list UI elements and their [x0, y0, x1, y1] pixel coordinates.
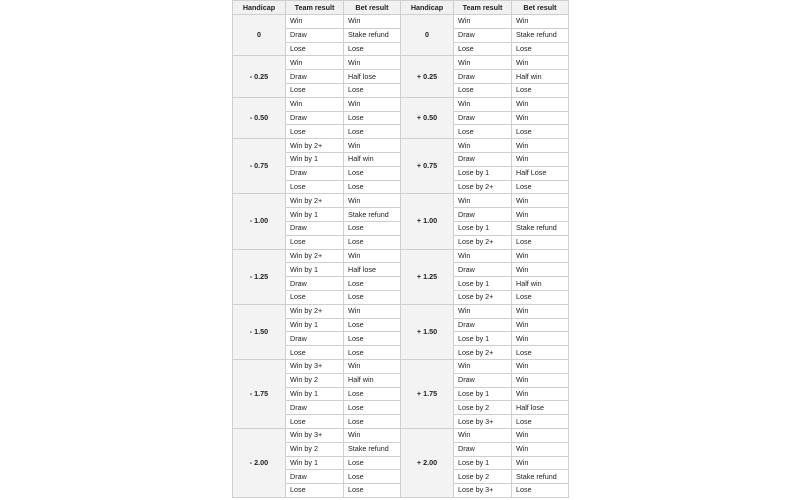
team-result-left-cell: Draw — [286, 277, 344, 291]
team-result-left-cell: Win by 1 — [286, 208, 344, 222]
bet-result-right-cell: Win — [512, 208, 569, 222]
team-result-left-cell: Win by 1 — [286, 456, 344, 470]
bet-result-right-cell: Lose — [512, 346, 569, 360]
team-result-right-cell: Win — [454, 304, 512, 318]
handicap-left-cell: - 1.50 — [233, 304, 286, 359]
bet-result-right-cell: Lose — [512, 235, 569, 249]
bet-result-right-cell: Win — [512, 373, 569, 387]
bet-result-left-cell: Lose — [344, 235, 401, 249]
handicap-table-container — [232, 0, 567, 498]
team-result-left-cell: Draw — [286, 221, 344, 235]
bet-result-right-cell: Stake refund — [512, 28, 569, 42]
bet-result-left-cell: Lose — [344, 166, 401, 180]
handicap-left-cell: - 2.00 — [233, 428, 286, 497]
bet-result-right-cell: Win — [512, 318, 569, 332]
team-result-left-cell: Win by 2+ — [286, 304, 344, 318]
bet-result-left-cell: Lose — [344, 111, 401, 125]
bet-result-left-cell: Half lose — [344, 70, 401, 84]
team-result-right-cell: Lose by 1 — [454, 387, 512, 401]
bet-result-left-cell: Half lose — [344, 263, 401, 277]
bet-result-right-cell: Lose — [512, 484, 569, 498]
header-bet-result-left: Bet result — [344, 1, 401, 15]
team-result-right-cell: Lose — [454, 83, 512, 97]
team-result-left-cell: Lose — [286, 180, 344, 194]
bet-result-right-cell: Stake refund — [512, 470, 569, 484]
bet-result-left-cell: Lose — [344, 125, 401, 139]
team-result-left-cell: Win by 2+ — [286, 139, 344, 153]
bet-result-left-cell: Win — [344, 56, 401, 70]
team-result-right-cell: Lose by 1 — [454, 277, 512, 291]
team-result-right-cell: Draw — [454, 442, 512, 456]
header-team-result-right: Team result — [454, 1, 512, 15]
bet-result-right-cell: Win — [512, 263, 569, 277]
bet-result-right-cell: Win — [512, 139, 569, 153]
bet-result-left-cell: Win — [344, 304, 401, 318]
bet-result-left-cell: Win — [344, 249, 401, 263]
table-row — [233, 97, 569, 111]
team-result-left-cell: Draw — [286, 166, 344, 180]
table-header — [233, 1, 569, 15]
bet-result-left-cell: Lose — [344, 415, 401, 429]
bet-result-right-cell: Win — [512, 387, 569, 401]
handicap-right-cell: + 2.00 — [401, 428, 454, 497]
handicap-right-cell: + 0.75 — [401, 139, 454, 194]
team-result-left-cell: Win by 2 — [286, 442, 344, 456]
bet-result-left-cell: Lose — [344, 346, 401, 360]
bet-result-left-cell: Lose — [344, 318, 401, 332]
team-result-right-cell: Lose by 1 — [454, 221, 512, 235]
team-result-right-cell: Win — [454, 194, 512, 208]
handicap-right-cell: + 1.00 — [401, 194, 454, 249]
bet-result-left-cell: Lose — [344, 484, 401, 498]
team-result-right-cell: Draw — [454, 263, 512, 277]
bet-result-left-cell: Half win — [344, 152, 401, 166]
bet-result-right-cell: Win — [512, 152, 569, 166]
bet-result-right-cell: Half win — [512, 70, 569, 84]
bet-result-left-cell: Win — [344, 194, 401, 208]
bet-result-left-cell: Win — [344, 359, 401, 373]
bet-result-right-cell: Win — [512, 111, 569, 125]
team-result-left-cell: Win by 2 — [286, 373, 344, 387]
bet-result-left-cell: Lose — [344, 332, 401, 346]
bet-result-right-cell: Win — [512, 442, 569, 456]
team-result-left-cell: Win by 1 — [286, 152, 344, 166]
table-row — [233, 139, 569, 153]
handicap-right-cell: + 0.25 — [401, 56, 454, 97]
bet-result-right-cell: Win — [512, 56, 569, 70]
team-result-right-cell: Lose by 2+ — [454, 235, 512, 249]
handicap-right-cell: + 1.25 — [401, 249, 454, 304]
bet-result-right-cell: Stake refund — [512, 221, 569, 235]
team-result-left-cell: Draw — [286, 28, 344, 42]
team-result-right-cell: Draw — [454, 208, 512, 222]
team-result-right-cell: Draw — [454, 28, 512, 42]
team-result-left-cell: Draw — [286, 111, 344, 125]
team-result-right-cell: Win — [454, 139, 512, 153]
team-result-left-cell: Draw — [286, 332, 344, 346]
team-result-right-cell: Lose — [454, 42, 512, 56]
bet-result-left-cell: Win — [344, 139, 401, 153]
bet-result-right-cell: Win — [512, 15, 569, 29]
team-result-right-cell: Draw — [454, 70, 512, 84]
bet-result-right-cell: Win — [512, 194, 569, 208]
bet-result-left-cell: Half win — [344, 373, 401, 387]
team-result-right-cell: Lose by 1 — [454, 332, 512, 346]
team-result-right-cell: Lose by 2 — [454, 401, 512, 415]
handicap-left-cell: - 1.25 — [233, 249, 286, 304]
table-body — [233, 15, 569, 498]
handicap-table — [232, 0, 569, 498]
team-result-right-cell: Lose by 2 — [454, 470, 512, 484]
bet-result-right-cell: Half lose — [512, 401, 569, 415]
team-result-left-cell: Win — [286, 56, 344, 70]
team-result-left-cell: Win by 3+ — [286, 359, 344, 373]
bet-result-left-cell: Lose — [344, 387, 401, 401]
team-result-right-cell: Lose by 2+ — [454, 180, 512, 194]
handicap-right-cell: + 0.50 — [401, 97, 454, 138]
team-result-right-cell: Lose by 3+ — [454, 415, 512, 429]
bet-result-left-cell: Lose — [344, 401, 401, 415]
team-result-left-cell: Lose — [286, 42, 344, 56]
team-result-left-cell: Lose — [286, 415, 344, 429]
team-result-left-cell: Win — [286, 15, 344, 29]
team-result-left-cell: Lose — [286, 290, 344, 304]
bet-result-right-cell: Win — [512, 97, 569, 111]
team-result-left-cell: Draw — [286, 401, 344, 415]
handicap-right-cell: + 1.75 — [401, 359, 454, 428]
table-row — [233, 194, 569, 208]
bet-result-left-cell: Lose — [344, 83, 401, 97]
team-result-left-cell: Lose — [286, 235, 344, 249]
team-result-right-cell: Win — [454, 15, 512, 29]
bet-result-right-cell: Lose — [512, 290, 569, 304]
bet-result-right-cell: Win — [512, 304, 569, 318]
team-result-right-cell: Draw — [454, 111, 512, 125]
bet-result-left-cell: Lose — [344, 277, 401, 291]
team-result-left-cell: Win by 2+ — [286, 249, 344, 263]
bet-result-right-cell: Win — [512, 359, 569, 373]
team-result-right-cell: Win — [454, 359, 512, 373]
bet-result-right-cell: Win — [512, 332, 569, 346]
bet-result-left-cell: Lose — [344, 180, 401, 194]
bet-result-right-cell: Half win — [512, 277, 569, 291]
bet-result-right-cell: Lose — [512, 180, 569, 194]
table-row — [233, 15, 569, 29]
team-result-right-cell: Draw — [454, 318, 512, 332]
team-result-right-cell: Lose by 1 — [454, 166, 512, 180]
team-result-right-cell: Draw — [454, 373, 512, 387]
team-result-right-cell: Draw — [454, 152, 512, 166]
table-row — [233, 56, 569, 70]
bet-result-left-cell: Stake refund — [344, 442, 401, 456]
bet-result-right-cell: Half Lose — [512, 166, 569, 180]
team-result-left-cell: Draw — [286, 70, 344, 84]
team-result-right-cell: Win — [454, 249, 512, 263]
bet-result-right-cell: Win — [512, 456, 569, 470]
handicap-left-cell: - 0.75 — [233, 139, 286, 194]
bet-result-left-cell: Stake refund — [344, 28, 401, 42]
handicap-right-cell: + 1.50 — [401, 304, 454, 359]
bet-result-right-cell: Win — [512, 249, 569, 263]
team-result-left-cell: Lose — [286, 346, 344, 360]
bet-result-left-cell: Win — [344, 97, 401, 111]
team-result-left-cell: Win by 3+ — [286, 428, 344, 442]
team-result-left-cell: Win by 1 — [286, 387, 344, 401]
team-result-right-cell: Win — [454, 56, 512, 70]
team-result-left-cell: Lose — [286, 484, 344, 498]
team-result-right-cell: Win — [454, 97, 512, 111]
table-row — [233, 249, 569, 263]
bet-result-left-cell: Win — [344, 15, 401, 29]
header-bet-result-right: Bet result — [512, 1, 569, 15]
team-result-left-cell: Win by 1 — [286, 263, 344, 277]
header-handicap-right: Handicap — [401, 1, 454, 15]
bet-result-left-cell: Lose — [344, 470, 401, 484]
team-result-left-cell: Lose — [286, 125, 344, 139]
bet-result-right-cell: Lose — [512, 415, 569, 429]
team-result-left-cell: Win by 2+ — [286, 194, 344, 208]
bet-result-left-cell: Stake refund — [344, 208, 401, 222]
handicap-left-cell: - 0.50 — [233, 97, 286, 138]
handicap-left-cell: 0 — [233, 15, 286, 56]
team-result-right-cell: Lose by 3+ — [454, 484, 512, 498]
bet-result-left-cell: Lose — [344, 221, 401, 235]
bet-result-left-cell: Lose — [344, 456, 401, 470]
team-result-right-cell: Win — [454, 428, 512, 442]
header-row — [233, 1, 569, 15]
handicap-right-cell: 0 — [401, 15, 454, 56]
bet-result-right-cell: Lose — [512, 42, 569, 56]
bet-result-right-cell: Win — [512, 428, 569, 442]
header-handicap-left: Handicap — [233, 1, 286, 15]
bet-result-left-cell: Lose — [344, 290, 401, 304]
bet-result-right-cell: Lose — [512, 125, 569, 139]
team-result-left-cell: Win — [286, 97, 344, 111]
team-result-right-cell: Lose — [454, 125, 512, 139]
table-row — [233, 428, 569, 442]
team-result-right-cell: Lose by 2+ — [454, 346, 512, 360]
team-result-left-cell: Win by 1 — [286, 318, 344, 332]
bet-result-right-cell: Lose — [512, 83, 569, 97]
header-team-result-left: Team result — [286, 1, 344, 15]
handicap-left-cell: - 1.75 — [233, 359, 286, 428]
team-result-left-cell: Lose — [286, 83, 344, 97]
handicap-left-cell: - 1.00 — [233, 194, 286, 249]
team-result-right-cell: Lose by 1 — [454, 456, 512, 470]
team-result-left-cell: Draw — [286, 470, 344, 484]
bet-result-left-cell: Lose — [344, 42, 401, 56]
table-row — [233, 304, 569, 318]
team-result-right-cell: Lose by 2+ — [454, 290, 512, 304]
handicap-left-cell: - 0.25 — [233, 56, 286, 97]
bet-result-left-cell: Win — [344, 428, 401, 442]
table-row — [233, 359, 569, 373]
